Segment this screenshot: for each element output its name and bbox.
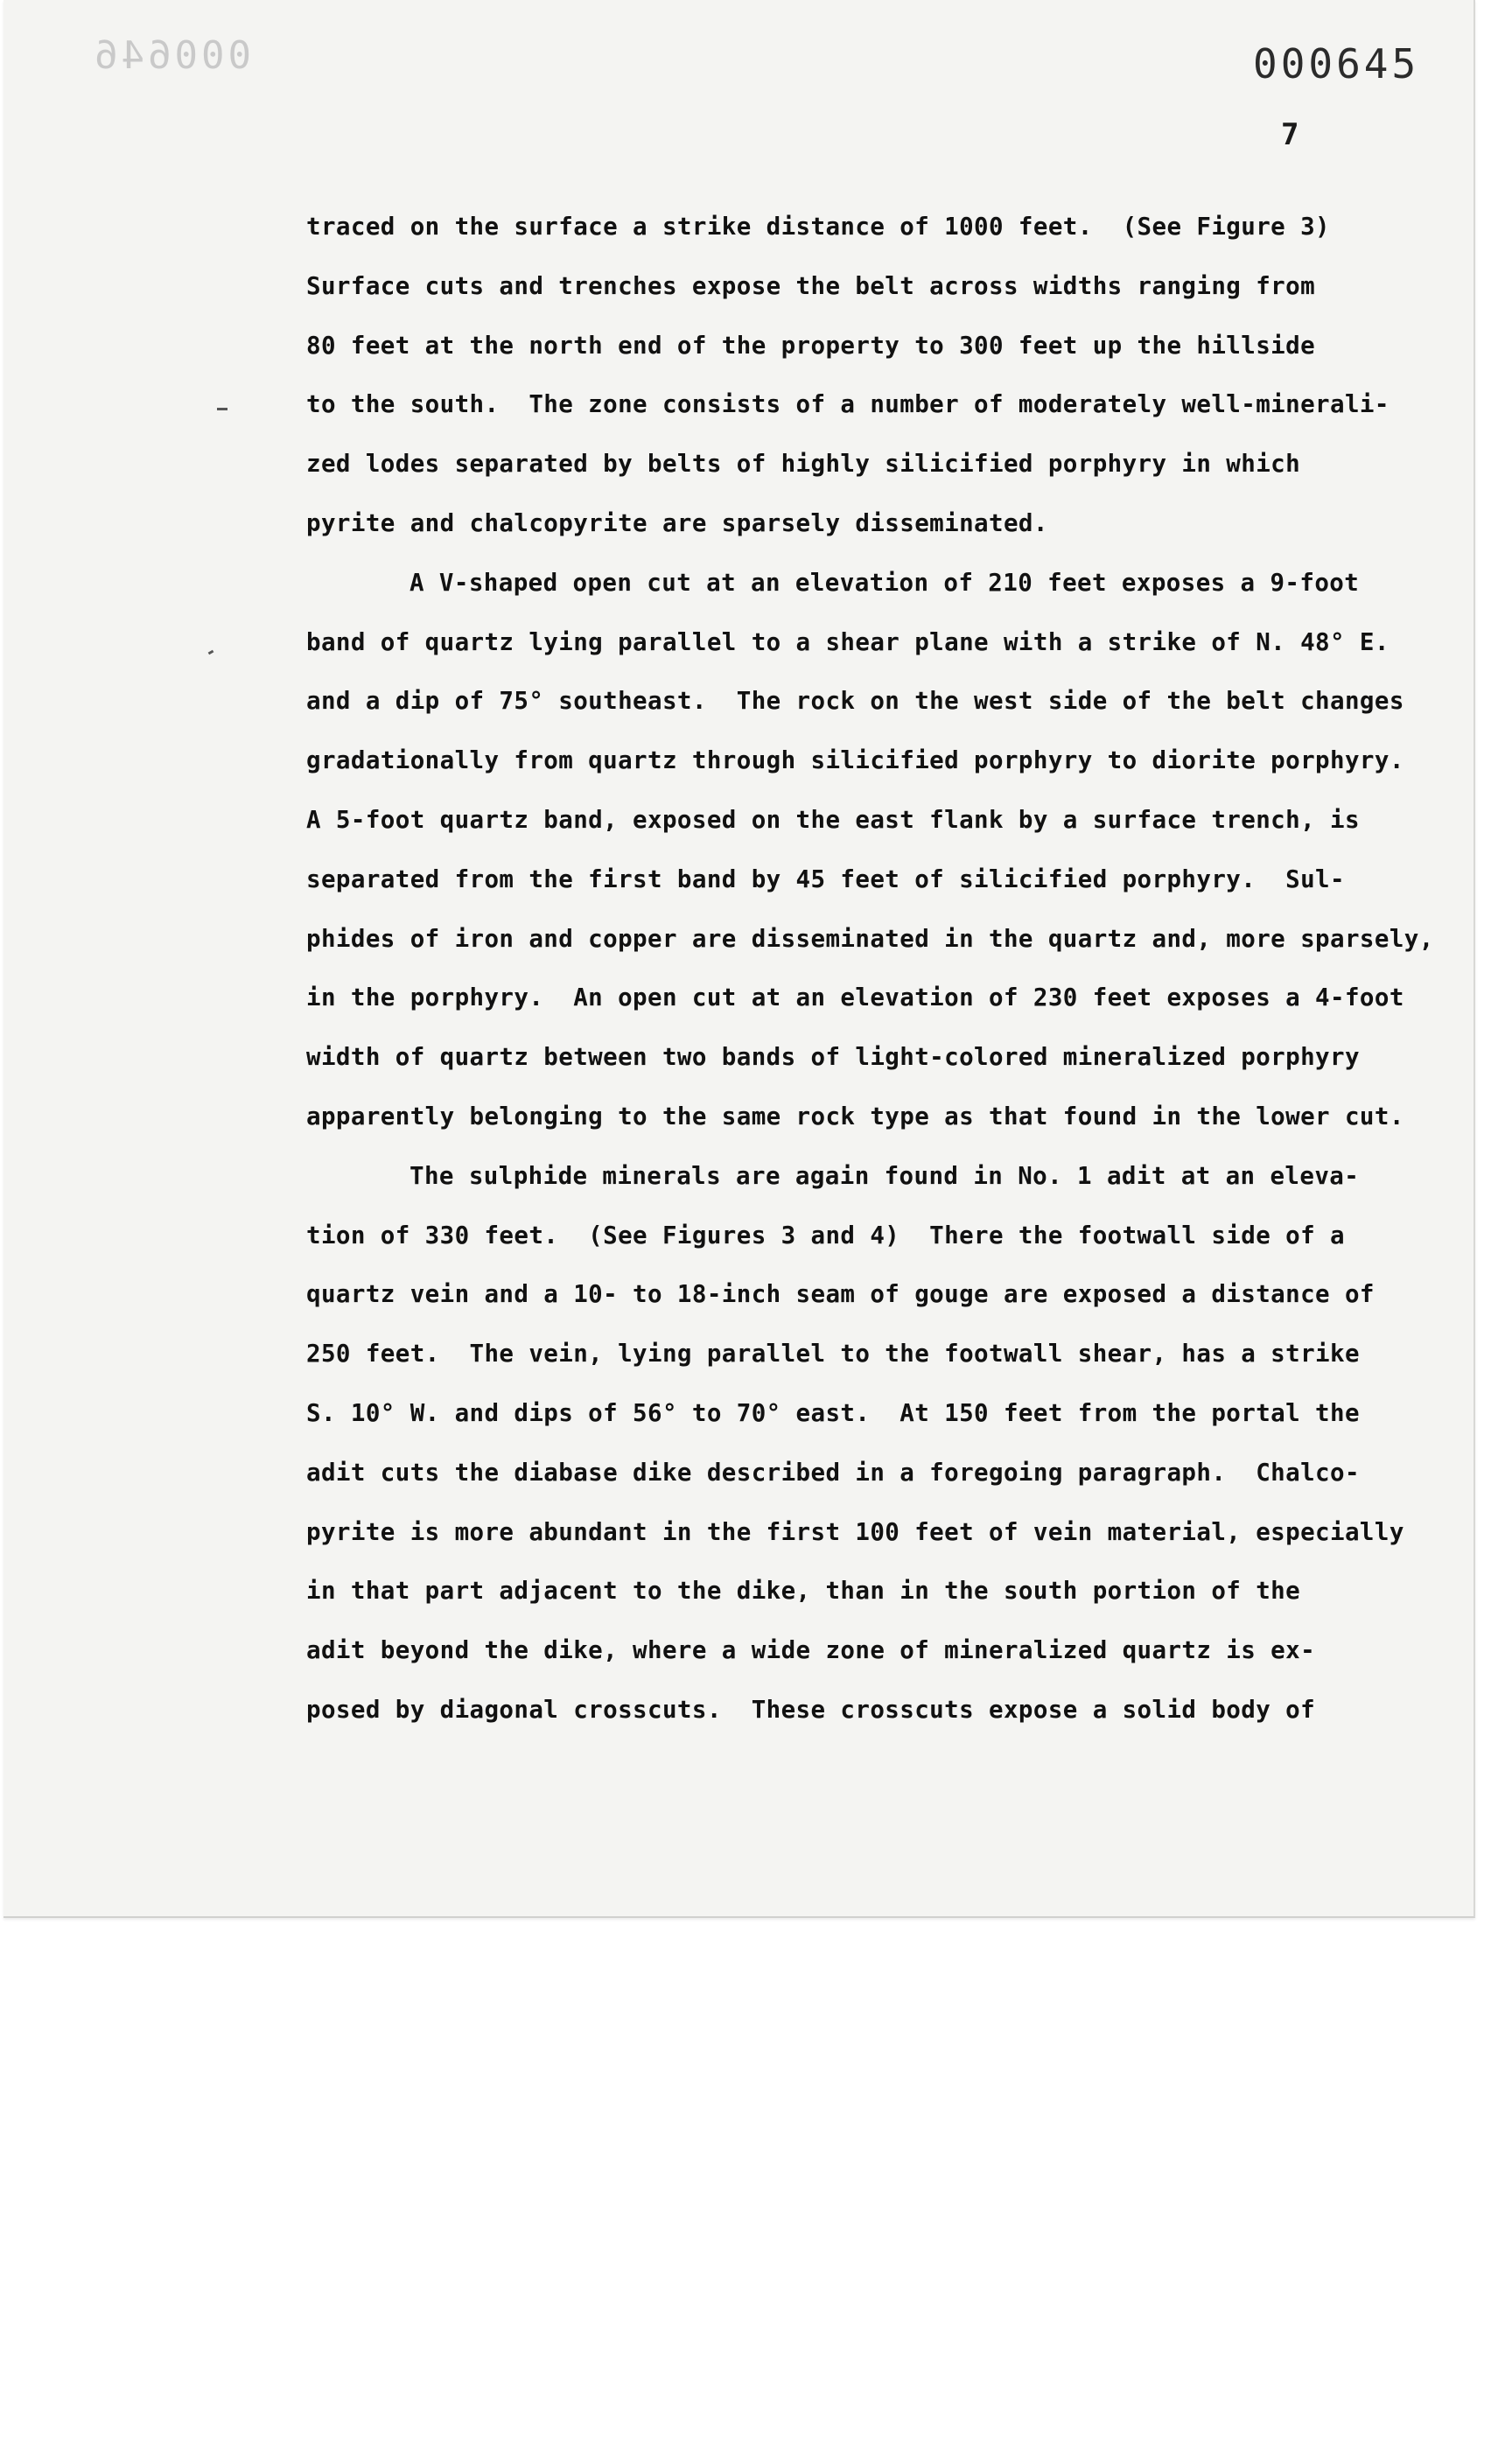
body-text — [306, 198, 1444, 1740]
text-line: pyrite is more abundant in the first 100 feet of vein material, especially — [306, 1517, 1404, 1546]
page-number: 7 — [1281, 117, 1299, 152]
document-page — [4, 0, 1475, 1918]
text-line: to the south. The zone consists of a number of moderately well-minerali- — [306, 390, 1390, 419]
text-line: Surface cuts and trenches expose the belt across widths ranging from — [306, 271, 1316, 300]
margin-tick-mark — [208, 650, 214, 655]
text-line: apparently belonging to the same rock type as that found in the lower cut. — [306, 1102, 1404, 1130]
text-line: and a dip of 75° southeast. The rock on the west side of the belt changes — [306, 687, 1404, 716]
text-line: S. 10° W. and dips of 56° to 70° east. At 150 feet from the portal the — [306, 1398, 1360, 1427]
bleed-through-stamp: 000646 — [91, 33, 251, 78]
text-line: in the porphyry. An open cut at an elevation of 230 feet exposes a 4-foot — [306, 984, 1404, 1012]
text-line: 250 feet. The vein, lying parallel to the footwall shear, has a strike — [306, 1340, 1360, 1368]
text-line: A 5-foot quartz band, exposed on the east flank by a surface trench, is — [306, 805, 1360, 834]
text-line: quartz vein and a 10- to 18-inch seam of gouge are exposed a distance of — [306, 1280, 1375, 1309]
text-line: phides of iron and copper are disseminated in the quartz and, more sparsely, — [306, 924, 1434, 953]
text-line: adit beyond the dike, where a wide zone of mineralized quartz is ex- — [306, 1636, 1316, 1665]
text-line: tion of 330 feet. (See Figures 3 and 4) There the footwall side of a — [306, 1221, 1345, 1250]
text-line: pyrite and chalcopyrite are sparsely disseminated. — [306, 508, 1048, 537]
text-line: separated from the first band by 45 feet of silicified porphyry. Sul- — [306, 864, 1345, 893]
document-control-number: 000645 — [1253, 40, 1420, 88]
text-line: zed lodes separated by belts of highly silicified porphyry in which — [306, 450, 1301, 479]
text-line: posed by diagonal crosscuts. These crosscuts expose a solid body of — [306, 1695, 1316, 1724]
text-line: gradationally from quartz through silicified porphyry to diorite porphyry. — [306, 746, 1404, 775]
text-line: adit cuts the diabase dike described in a foregoing paragraph. Chalco- — [306, 1458, 1360, 1487]
text-line: band of quartz lying parallel to a shear plane with a strike of N. 48° E. — [306, 627, 1390, 656]
text-line: A V-shaped open cut at an elevation of 210 feet exposes a 9-foot — [410, 568, 1360, 597]
margin-tick-mark — [217, 408, 228, 410]
text-line: The sulphide minerals are again found in No. 1 adit at an eleva- — [410, 1161, 1360, 1190]
text-line: in that part adjacent to the dike, than in the south portion of the — [306, 1577, 1301, 1606]
text-line: width of quartz between two bands of light-colored mineralized porphyry — [306, 1043, 1360, 1072]
text-line: traced on the surface a strike distance of 1000 feet. (See Figure 3) — [306, 213, 1330, 241]
text-line: 80 feet at the north end of the property to 300 feet up the hillside — [306, 331, 1316, 360]
